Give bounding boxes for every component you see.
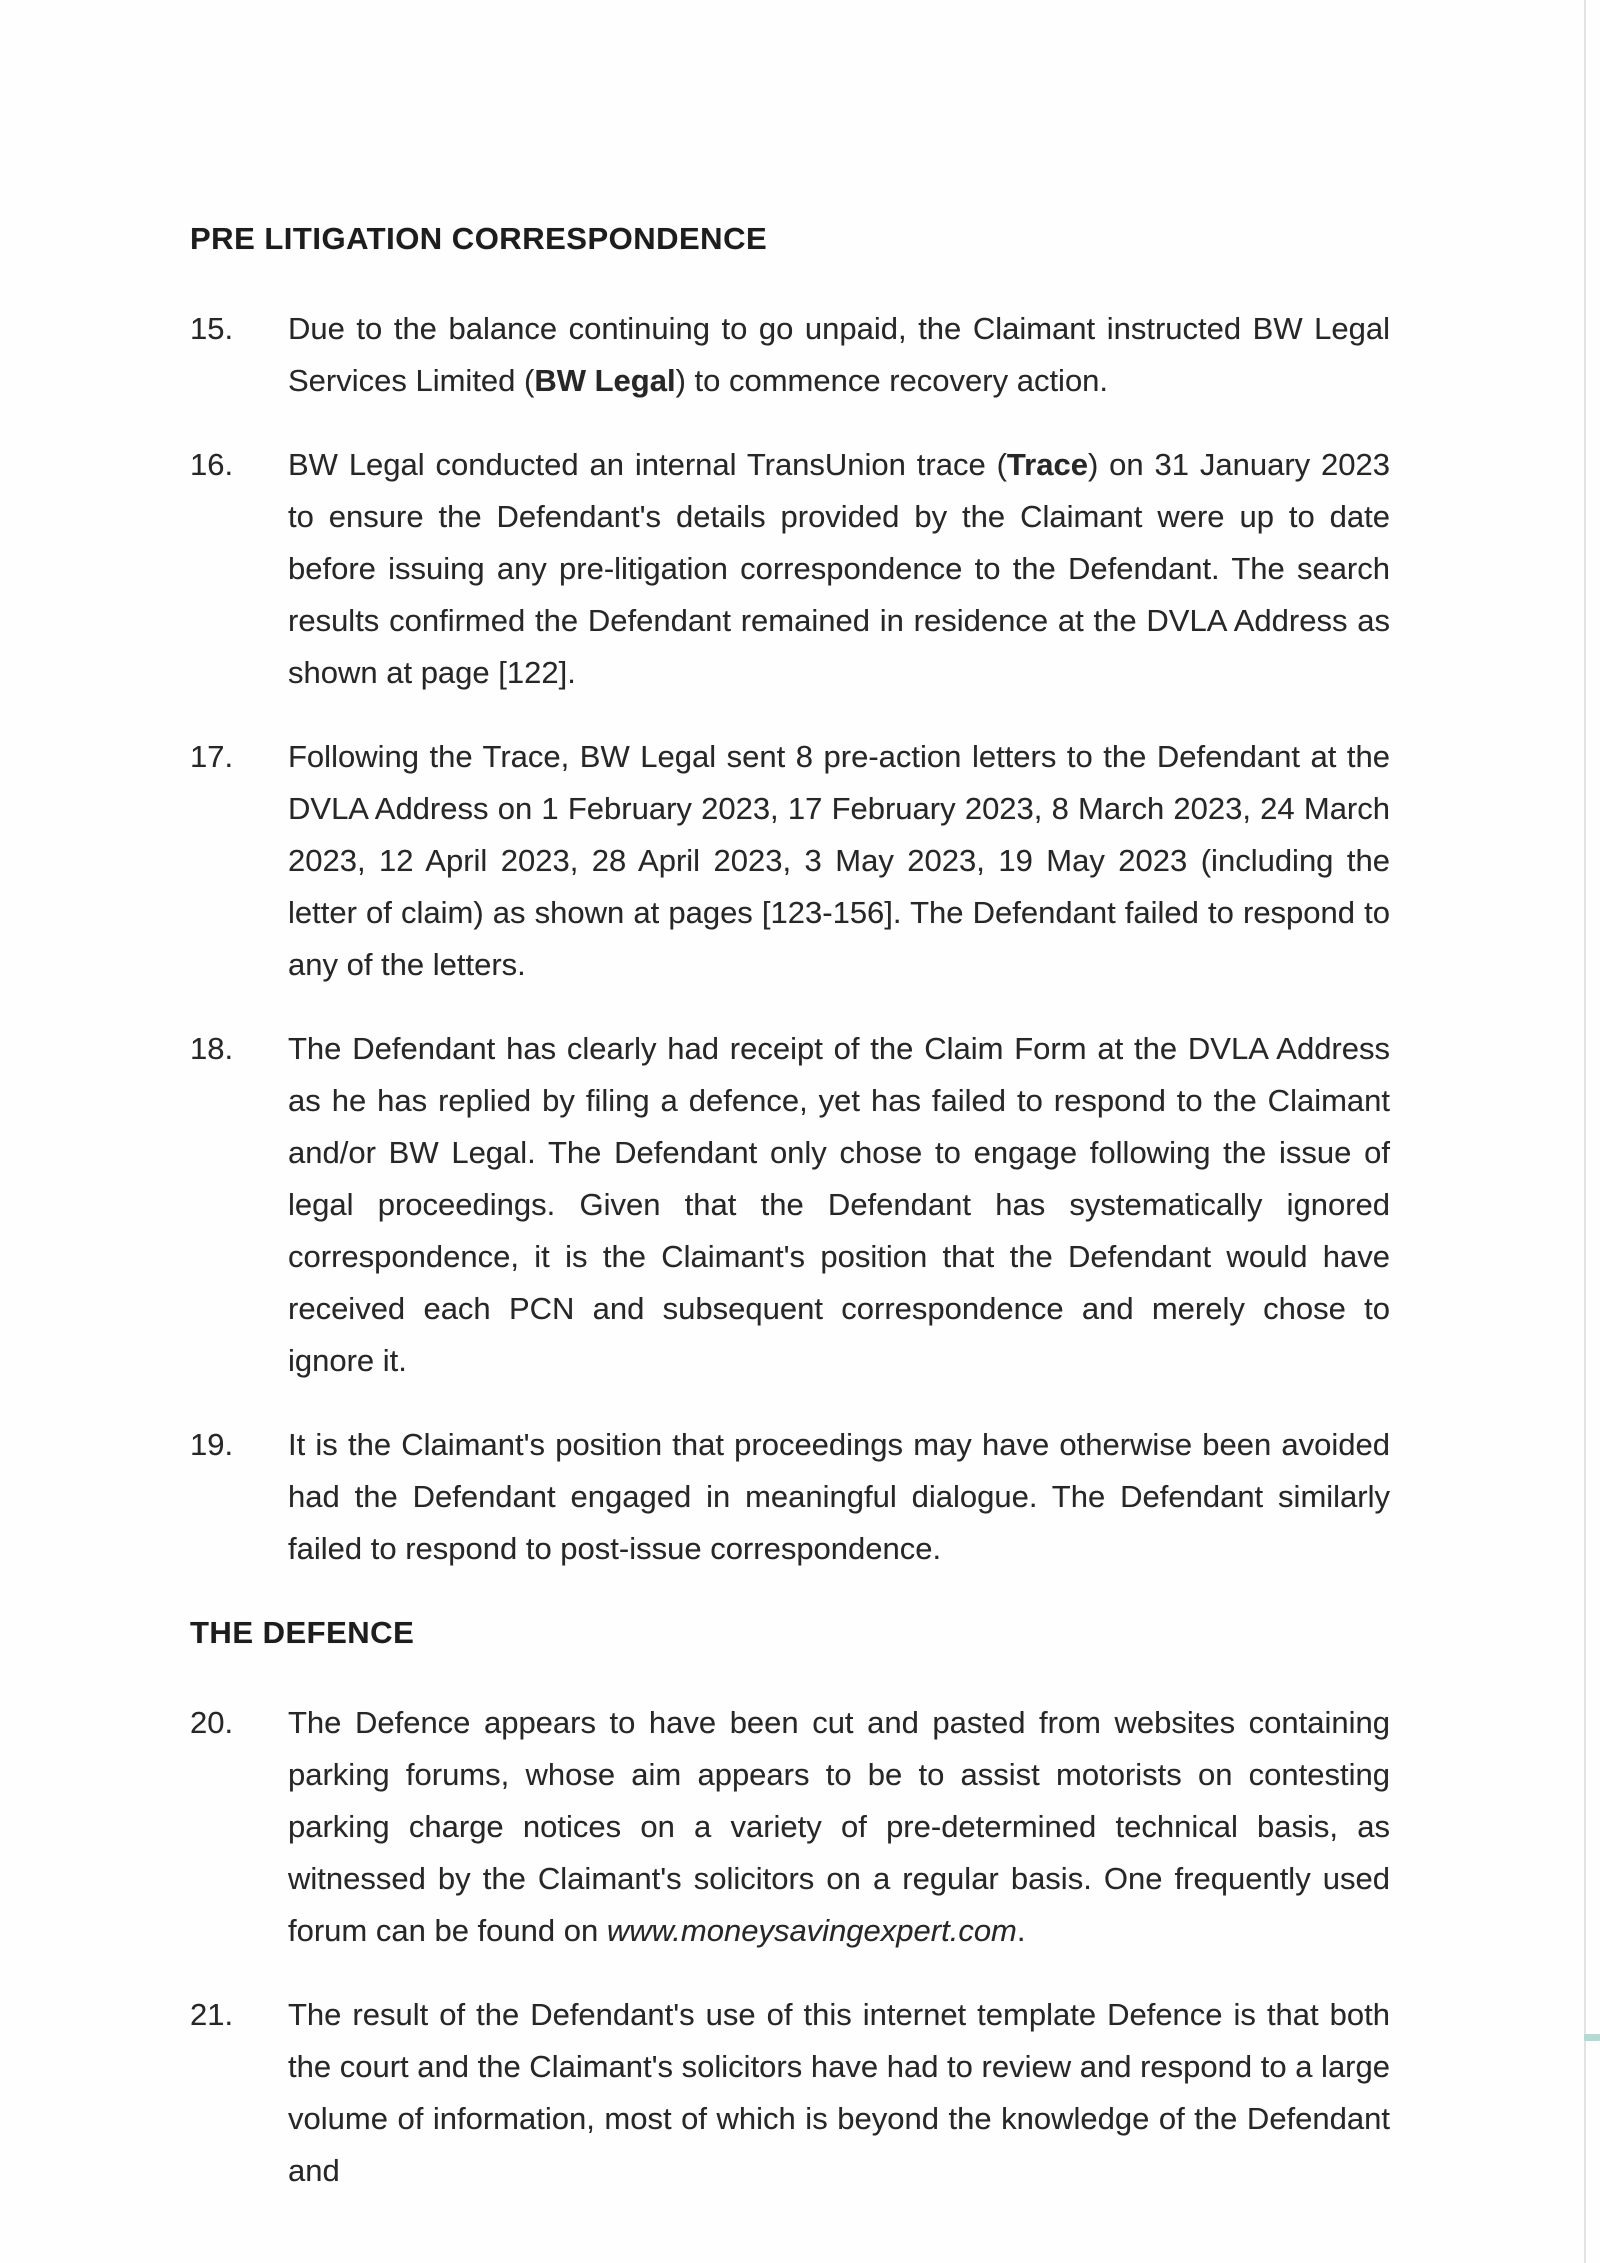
paragraph-number: 21.	[190, 1997, 234, 2032]
paragraph-text	[288, 1697, 1390, 1957]
paragraph	[190, 439, 1390, 699]
text-run-bold: BW Legal	[534, 363, 676, 398]
section-heading: THE DEFENCE	[190, 1615, 415, 1650]
paragraph	[190, 1989, 1390, 2197]
paragraph-text	[288, 1989, 1390, 2197]
paragraph-text	[288, 1419, 1390, 1575]
text-run: ) to commence recovery action.	[675, 363, 1109, 398]
text-run: BW Legal conducted an internal TransUnion trace (	[288, 447, 1007, 482]
section-heading: PRE LITIGATION CORRESPONDENCE	[190, 221, 768, 256]
section-the-defence	[190, 1607, 1390, 2197]
paragraph	[190, 731, 1390, 991]
text-run-bold: Trace	[1006, 447, 1088, 482]
paragraph-text	[288, 731, 1390, 991]
text-run: Due to the balance continuing to go unpaid, the Claimant instructed BW Legal Services Limited (	[288, 311, 1390, 398]
paragraph	[190, 303, 1390, 407]
paragraph-number: 18.	[190, 1031, 234, 1066]
text-run: The Defence appears to have been cut and pasted from websites containing parking forums, whose aim appears to be to assist motorists on contesting parking charge notices on a variety of pre-determined technical basis, as witnessed by the Claimant's solicitors on a regular basis. One frequently used forum can be found on	[288, 1705, 1390, 1948]
paragraph-number: 15.	[190, 311, 234, 346]
text-run: The Defendant has clearly had receipt of the Claim Form at the DVLA Address as he has replied by filing a defence, yet has failed to respond to the Claimant and/or BW Legal. The Defendant only chose to engage following the issue of legal proceedings. Given that the Defendant has systematically ignored correspondence, it is the Claimant's position that the Defendant would have received each PCN and subsequent correspondence and merely chose to ignore it.	[288, 1031, 1390, 1378]
paragraph-text	[288, 439, 1390, 699]
section-pre-litigation-correspondence	[190, 213, 1390, 1575]
text-run: .	[1016, 1913, 1026, 1948]
paragraph-text	[288, 303, 1390, 407]
paragraph-number: 16.	[190, 447, 234, 482]
scan-tick-mark	[1584, 2034, 1600, 2041]
text-run: The result of the Defendant's use of this internet template Defence is that both the court and the Claimant's solicitors have had to review and respond to a large volume of information, most of which is beyond the knowledge of the Defendant and	[288, 1997, 1390, 2188]
scan-edge-line	[1584, 0, 1586, 2263]
text-run: ) on 31 January 2023 to ensure the Defendant's details provided by the Claimant were up to date before issuing any pre-litigation correspondence to the Defendant. The search results confirmed the Defendant remained in residence at the DVLA Address as shown at page [122].	[288, 447, 1390, 690]
paragraph	[190, 1419, 1390, 1575]
paragraph	[190, 1023, 1390, 1387]
text-run: Following the Trace, BW Legal sent 8 pre-action letters to the Defendant at the DVLA Address on 1 February 2023, 17 February 2023, 8 March 2023, 24 March 2023, 12 April 2023, 28 April 2023, 3 May 2023, 19 May 2023 (including the letter of claim) as shown at pages [123-156]. The Defendant failed to respond to any of the letters.	[288, 739, 1390, 982]
paragraph	[190, 1697, 1390, 1957]
paragraph-number: 20.	[190, 1705, 234, 1740]
text-run: It is the Claimant's position that proceedings may have otherwise been avoided had the Defendant engaged in meaningful dialogue. The Defendant similarly failed to respond to post-issue correspondence.	[288, 1427, 1390, 1566]
text-run-italic: www.moneysavingexpert.com	[606, 1913, 1017, 1948]
paragraph-number: 19.	[190, 1427, 234, 1462]
paragraph-text	[288, 1023, 1390, 1387]
paragraph-number: 17.	[190, 739, 234, 774]
